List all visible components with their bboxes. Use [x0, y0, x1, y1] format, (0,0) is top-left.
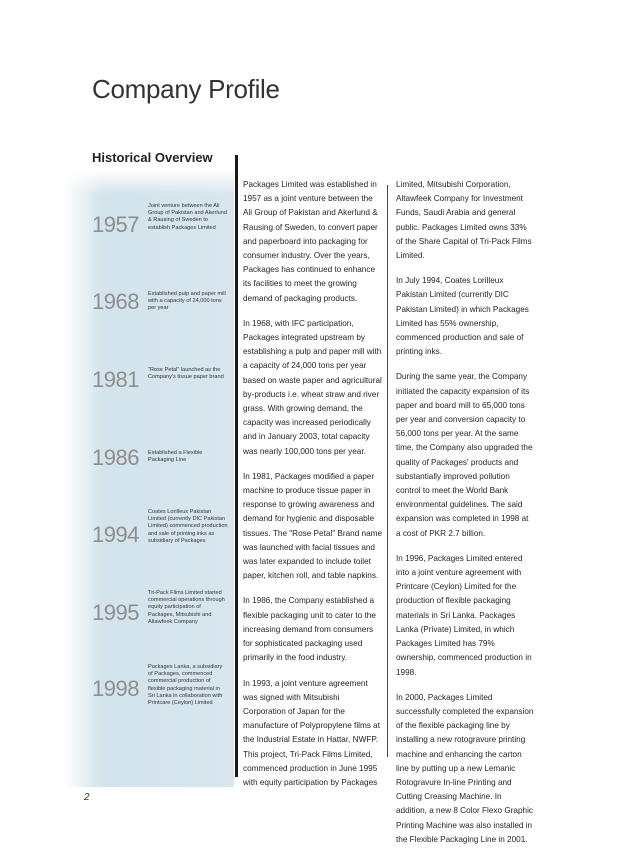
timeline-year: 1998	[92, 676, 139, 701]
paragraph: In 1986, the Company established a flexible packaging unit to cater to the increasing demand from consumers for sophisticated packaging used primarily in the food industry.	[243, 596, 376, 663]
paragraph: In 2000, Packages Limited successfully completed the expansion of the flexible packaging line by installing a new rotogravure printing machine and enhancing the carton line by putting up a new Lemanic Rotogravure In-line Printing and Cutting Creasing Machine. In addition, a new 8 Color Flexo Graphic Printing Machine was also installed in the Flexible Packaging Line in 2001.	[396, 692, 534, 844]
paragraph: In 1993, a joint venture agreement was signed with Mitsubishi Corporation of Japan for the manufacture of Polypropylene films at the Industrial Estate in Hattar, NWFP. This project, Tri-Pack Films Limited, commenced production in June 1995 with equity participation by Packages	[243, 678, 380, 787]
timeline-year: 1986	[92, 445, 139, 470]
timeline-description: Joint venture between the Ali Group of Pakistan and Akerlund & Rausing of Sweden to establish Packages Limited	[148, 203, 227, 231]
paragraph: In July 1994, Coates Lorilleux Pakistan Limited (currently DIC Pakistan Limited) in which Packages Limited has 55% ownership, commenced production and sale of printing inks.	[396, 276, 529, 357]
paragraph: In 1968, with IFC participation, Packages integrated upstream by establishing a pulp and paper mill with a capacity of 24,000 tons per year based on waste paper and agricultural by-products i.e. wheat straw and river grass. With growing demand, the capacity was increased periodically and in January 2003, total capacity was nearly 100,000 tons per year.	[243, 318, 382, 456]
timeline-description: Tri-Pack Films Limited started commercial operations through equity participation of Packages, Mitsubishi and Altawfeek Company	[148, 590, 225, 625]
timeline-year: 1981	[92, 367, 139, 392]
text-column-right	[396, 178, 534, 858]
paragraph: Packages Limited was established in 1957 as a joint venture between the Ali Group of Pakistan and Akerlund & Rausing of Sweden, to convert paper and paperboard into packaging for consumer industry. Over the years, Packages has continued to enhance its facilities to meet the growing demand of packaging products.	[243, 180, 378, 303]
paragraph: During the same year, the Company initiated the capacity expansion of its paper and board mill to 65,000 tons per year and conversion capacity to 56,000 tons per year. At the same time, the Company also upgraded the quality of Packages' products and substantially improved pollution control to meet the World Bank environmental guidelines. The said expansion was completed in 1998 at a cost of PKR 2.7 billion.	[396, 372, 533, 538]
paragraph: Limited, Mitsubishi Corporation, Altawfeek Company for Investment Funds, Saudi Arabia and general public. Packages Limited owns 33% of the Share Capital of Tri-Pack Films Limited.	[396, 180, 532, 261]
timeline-divider	[235, 155, 238, 777]
paragraph: In 1981, Packages modified a paper machine to produce tissue paper in response to growing awareness and demand for hygienic and disposable tissues. The "Rose Petal" Brand name was launched with facial tissues and was later expanded to include toilet paper, kitchen roll, and table napkins.	[243, 471, 383, 581]
timeline-description: Packages Lanka, a subsidiary of Packages, commenced commercial production of flexible packaging material in Sri Lanka in collaboration with Printcare (Ceylon) Limited	[148, 664, 223, 707]
timeline-description: "Rose Petal" launched as the Company's tissue paper brand	[148, 367, 224, 381]
timeline-year: 1995	[92, 600, 139, 625]
timeline-year: 1957	[92, 212, 139, 237]
timeline-description: Established pulp and paper mill with a capacity of 24,000 tons per year	[148, 291, 226, 312]
timeline-description: Established a Flexible Packaging Line	[148, 450, 203, 464]
timeline-year: 1994	[92, 522, 139, 547]
section-title: Historical Overview	[92, 150, 213, 165]
timeline-description: Coates Lorilleux Pakistan Limited (currently DIC Pakistan Limited) commenced production and sale of printing inks as subsidiary of Packages	[148, 509, 228, 544]
column-divider	[387, 185, 388, 757]
timeline-year: 1968	[92, 289, 139, 314]
page-number: 2	[84, 792, 90, 803]
page-title: Company Profile	[92, 74, 280, 104]
text-column-left	[243, 178, 383, 801]
paragraph: In 1996, Packages Limited entered into a joint venture agreement with Printcare (Ceylon) Limited for the production of flexible packaging materials in Sri Lanka. Packages Lanka (Private) Limited, in which Packages Limited has 79% ownership, commenced production in 1998.	[396, 553, 532, 677]
